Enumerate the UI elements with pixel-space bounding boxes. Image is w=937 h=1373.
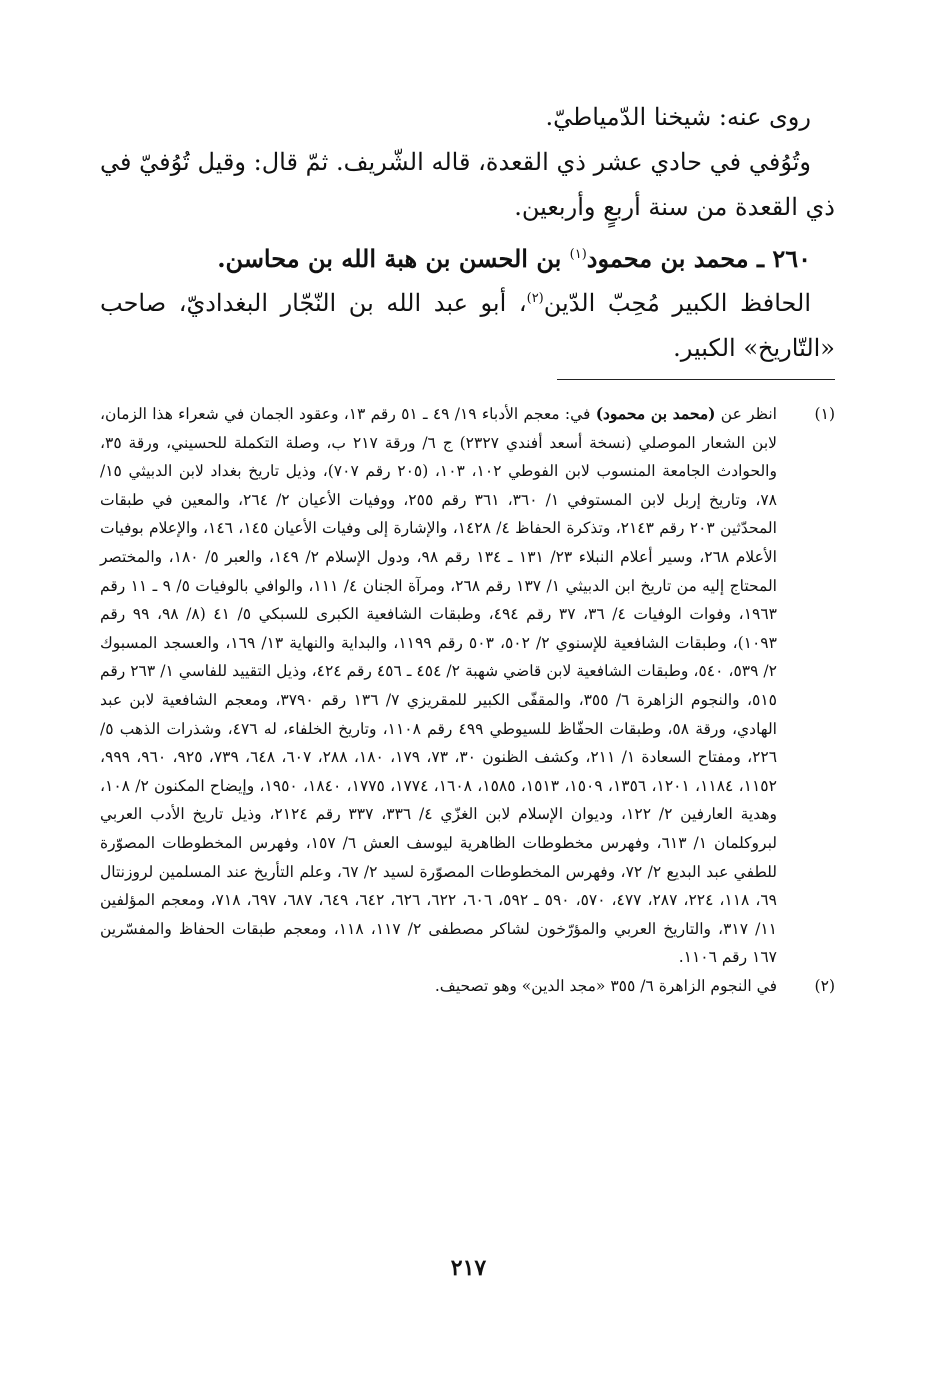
footnote-separator [557, 379, 835, 380]
biography-text-b: ، أبو عبد الله بن النّجّار البغداديّ، صاحب «التّاريخ» الكبير. [100, 289, 835, 362]
paragraph-death-date: وتُوُفي في حادي عشر ذي القعدة، قاله الشّريف. ثمّ قال: وقيل تُوُفيّ في ذي القعدة من سنة أربعٍ وأربعين. [100, 148, 835, 221]
footnotes [100, 400, 835, 1000]
entry-name-lineage: بن الحسن بن هبة الله بن محاسن. [217, 244, 562, 273]
footnote-ref-1: (١) [569, 247, 587, 262]
page-number: ٢١٧ [450, 1255, 487, 1281]
footnote-lead: انظر عن [720, 405, 777, 423]
footnote-2 [100, 972, 835, 1001]
entry-number: ٢٦٠ ـ [756, 244, 811, 273]
footnote-1 [100, 400, 835, 972]
footnote-subject: (محمد بن محمود) [595, 404, 716, 423]
footnote-number: (١) [814, 405, 835, 423]
paragraph-narrated-by: روى عنه: شيخنا الدّمياطيّ. [545, 103, 811, 131]
footnote-number: (٢) [814, 976, 835, 995]
entry-heading [100, 236, 835, 281]
footnote-text: في النجوم الزاهرة ٦/ ٣٥٥ «مجد الدين» وهو تصحيف. [434, 976, 777, 995]
footnote-text [100, 400, 777, 972]
biography-text-a: الحافظ الكبير مُحِبّ الدّين [543, 289, 811, 317]
footnote-ref-2: (٢) [526, 291, 544, 306]
paragraph-biography [100, 281, 835, 371]
entry-name: محمد بن محمود [586, 244, 749, 273]
main-text [100, 95, 835, 371]
footnote-body: في: معجم الأدباء ١٩/ ٤٩ ـ ٥١ رقم ١٣، وعقود الجمان في شعراء هذا الزمان، لابن الشعار الموصلي (نسخة أسعد أفندي ٢٣٢٧) ج ٦/ ورقة ٢١٧ ب، وصلة التكملة للحسيني، ورقة ٣٥، والحوادث الجامعة المنسوب لابن الفوطي ١٠٢، ١٠٣، (٢٠٥ رقم ٧٠٧)، وذيل تاريخ بغداد لابن الدبيثي ١٥/ ٧٨، وتاريخ إربل لابن المستوفي ١/ ٣٦٠، ٣٦١ رقم ٢٥٥، ووفيات الأعيان ٢/ ٢٦٤، والمعين في طبقات المحدّثين ٢٠٣ رقم ٢١٤٣، وتذكرة الحفاظ ٤/ ١٤٢٨، والإشارة إلى وفيات الأعيان ١٤٥، ١٤٦، والإعلام بوفيات الأعلام ٢٦٨، وسير أعلام النبلاء ٢٣/ ١٣١ ـ ١٣٤ رقم ٩٨، ودول الإسلام ٢/ ١٤٩، والعبر ٥/ ١٨٠، والمختصر المحتاج إليه من تاريخ ابن الدبيثي ١/ ١٣٧ رقم ٢٦٨، ومرآة الجنان ٤/ ١١١، والوافي بالوفيات ٥/ ٩ ـ ١١ رقم ١٩٦٣، وفوات الوفيات ٤/ ٣٦، ٣٧ رقم ٤٩٤، وطبقات الشافعية الكبرى للسبكي ٥/ ٤١ (٨/ ٩٨، ٩٩ رقم ١٠٩٣)، وطبقات الشافعية للإسنوي ٢/ ٥٠٢، ٥٠٣ رقم ١١٩٩، والبداية والنهاية ١٣/ ١٦٩، والعسجد المسبوك ٢/ ٥٣٩، ٥٤٠، وطبقات الشافعية لابن قاضي شهبة ٢/ ٤٥٤ ـ ٤٥٦ رقم ٤٢٤، وذيل التقييد للفاسي ١/ ٢٦٣ رقم ٥١٥، والنجوم الزاهرة ٦/ ٣٥٥، والمقفّى الكبير للمقريزي ٧/ ١٣٦ رقم ٣٧٩٠، ومعجم الشافعية لابن عبد الهادي، ورقة ٥٨، وطبقات الحفّاظ للسيوطي ٤٩٩ رقم ١١٠٨، وتاريخ الخلفاء، له ٤٧٦، وشذرات الذهب ٥/ ٢٢٦، ومفتاح السعادة ١/ ٢١١، وكشف الظنون ٣٠، ٧٣، ١٧٩، ١٨٠، ٢٨٨، ٦٠٧، ٦٤٨، ٧٣٩، ٩٢٥، ٩٦٠، ٩٩٩، ١١٥٢، ١١٨٤، ١٢٠١، ١٣٥٦، ١٥٠٩، ١٥١٣، ١٥٨٥، ١٦٠٨، ١٧٧٤، ١٧٧٥، ١٨٤٠، ١٩٥٠، وإيضاح المكنون ٢/ ١٠٨، وهدية العارفين ٢/ ١٢٢، وديوان الإسلام لابن الغزّي ٤/ ٣٣٦، ٣٣٧ رقم ٢١٢٤، وذيل تاريخ الأدب العربي لبروكلمان ١/ ٦١٣، وفهرس مخطوطات الظاهرية ليوسف العش ٦/ ١٥٧، وفهرس المخطوطات المصوّرة للطفي عبد البديع ٢/ ٧٢، وفهرس المخطوطات المصوّرة لسيد ٢/ ٦٧، وعلم التأريخ عند المسلمين لروزنتال ٦٩، ١١٨، ٢٢٤، ٢٨٧، ٤٧٧، ٥٧٠، ٥٩٠ ـ ٥٩٢، ٦٠٦، ٦٢٢، ٦٢٦، ٦٤٢، ٦٤٩، ٦٨٧، ٦٩٧، ٧١٨، ومعجم المؤلفين ١١/ ٣١٧، والتاريخ العربي والمؤرّخون لشاكر مصطفى ٢/ ١١٧، ١١٨، ومعجم طبقات الحفاظ والمفسّرين ١٦٧ رقم ١١٠٦. [100, 405, 778, 967]
